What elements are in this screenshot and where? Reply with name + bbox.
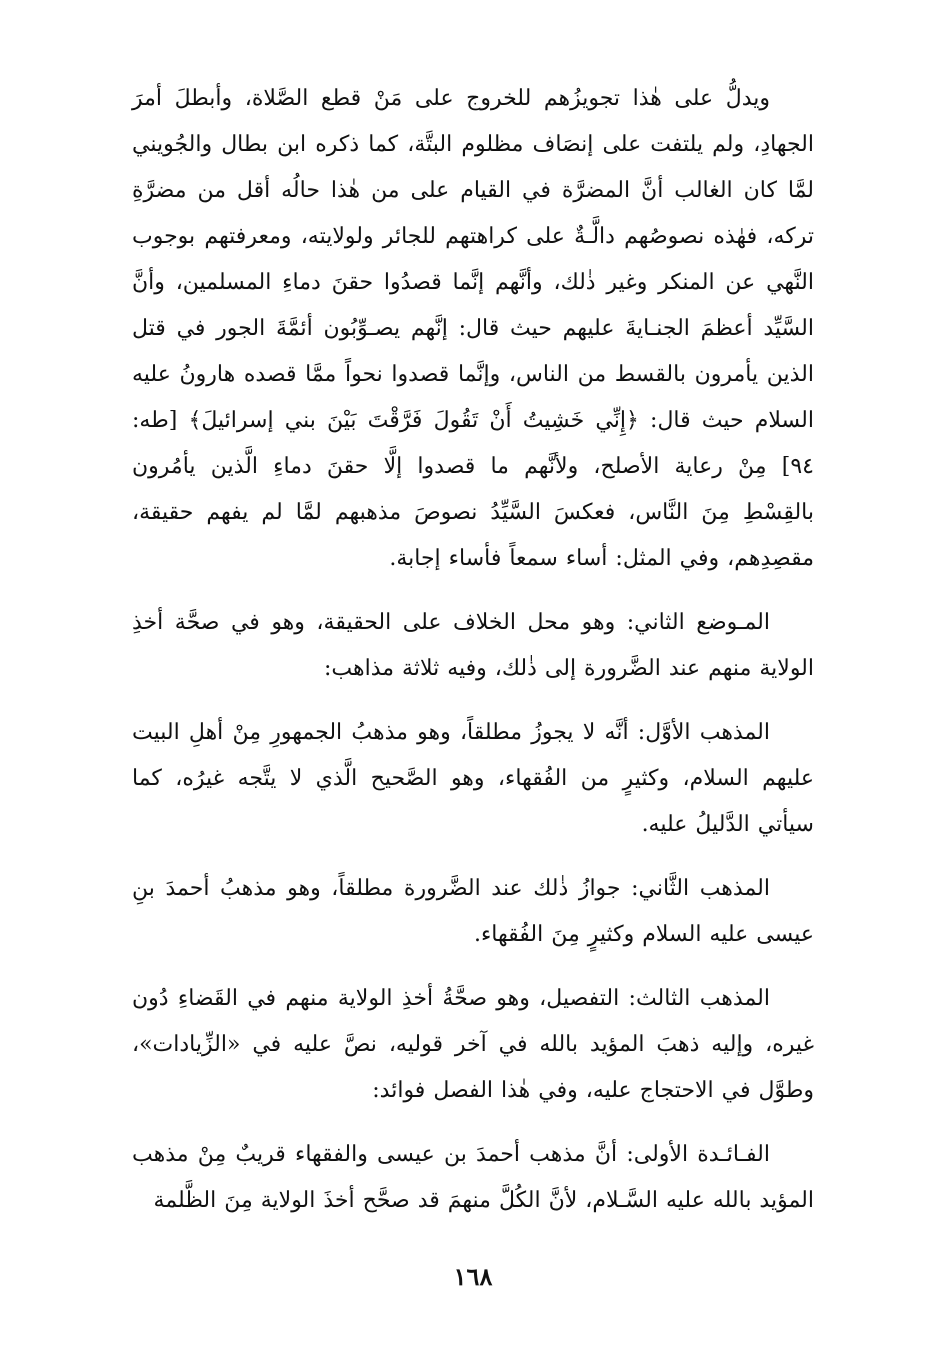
body-text [132,76,814,1224]
paragraph-3: المذهب الأوَّل: أنَّه لا يجوزُ مطلقاً، وهو مذهبُ الجمهورِ مِنْ أهلِ البيت عليهم السلام، وكثيرٍ من الفُقهاء، وهو الصَّحيح الَّذي لا يتَّجه غيرُه، كما سيأتي الدَّليلُ عليه. [132,720,814,837]
paragraph-4: المذهب الثَّاني: جوازُ ذٰلك عند الضَّرورة مطلقاً، وهو مذهبُ أحمدَ بنِ عيسى عليه السلام وكثيرٍ مِنَ الفُقهاء. [132,876,814,947]
paragraph-5: المذهب الثالث: التفصيل، وهو صحَّةُ أخذِ الولاية منهم في القَضاءِ دُون غيره، وإليه ذهبَ المؤيد بالله في آخر قوليه، نصَّ عليه في «الزِّيادات»، وطوَّل في الاحتجاج عليه، وفي هٰذا الفصل فوائد: [132,986,814,1103]
paragraph-2: المـوضع الثاني: وهو محل الخلاف على الحقيقة، وهو في صحَّة أخذِ الولاية منهم عند الضَّرورة إلى ذٰلك، وفيه ثلاثة مذاهب: [132,610,814,681]
page-number: ١٦٨ [453,1262,493,1291]
paragraph-1: ويدلُّ على هٰذا تجويزُهم للخروج على مَنْ قطع الصَّلاة، وأبطلَ أمرَ الجهادِ، ولم يلتفت على إنصَاف مظلوم البتَّة، كما ذكره ابن بطال والجُويني لمَّا كان الغالب أنَّ المضرَّة في القيام على من هٰذا حالُه أقل من مضرَّةِ تركه، فهٰذه نصوصُهم دالَّـةٌ على كراهتهم للجائر ولولايته، ومعرفتهم بوجوب النَّهي عن المنكر وغير ذٰلك، وأنَّهم إنَّما قصدُوا حقنَ دماءِ المسلمين، وأنَّ السَّيِّد أعظمَ الجنـايةَ عليهم حيث قال: إنَّهم يصـوِّبُون أئمَّةَ الجور في قتل الذين يأمرون بالقسط من الناس، وإنَّما قصدوا نحواً ممَّا قصده هارونُ عليه السلام حيث قال: ﴿إِنِّي خَشِيتُ أَنْ تَقُولَ فَرَّقْتَ بَيْنَ بني إسرائيلَ﴾ [طه: ٩٤] مِنْ رعاية الأصلح، ولأنَّهم ما قصدوا إلَّا حقنَ دماءِ الَّذين يأمُرون بالقِسْطِ مِنَ النَّاس، فعكسَ السَّيِّدُ نصوصَ مذهبهم لمَّا لم يفهم حقيقة، مقصِدِهم، وفي المثل: أساء سمعاً فأساء إجابة. [132,86,814,571]
paragraph-6: الفـائـدة الأولى: أنَّ مذهب أحمدَ بن عيسى والفقهاء قريبٌ مِنْ مذهب المؤيد بالله عليه السَّـلام، لأنَّ الكُلَّ منهمَ قد صحَّح أخذَ الولاية مِنَ الظَّلمة [132,1142,814,1213]
